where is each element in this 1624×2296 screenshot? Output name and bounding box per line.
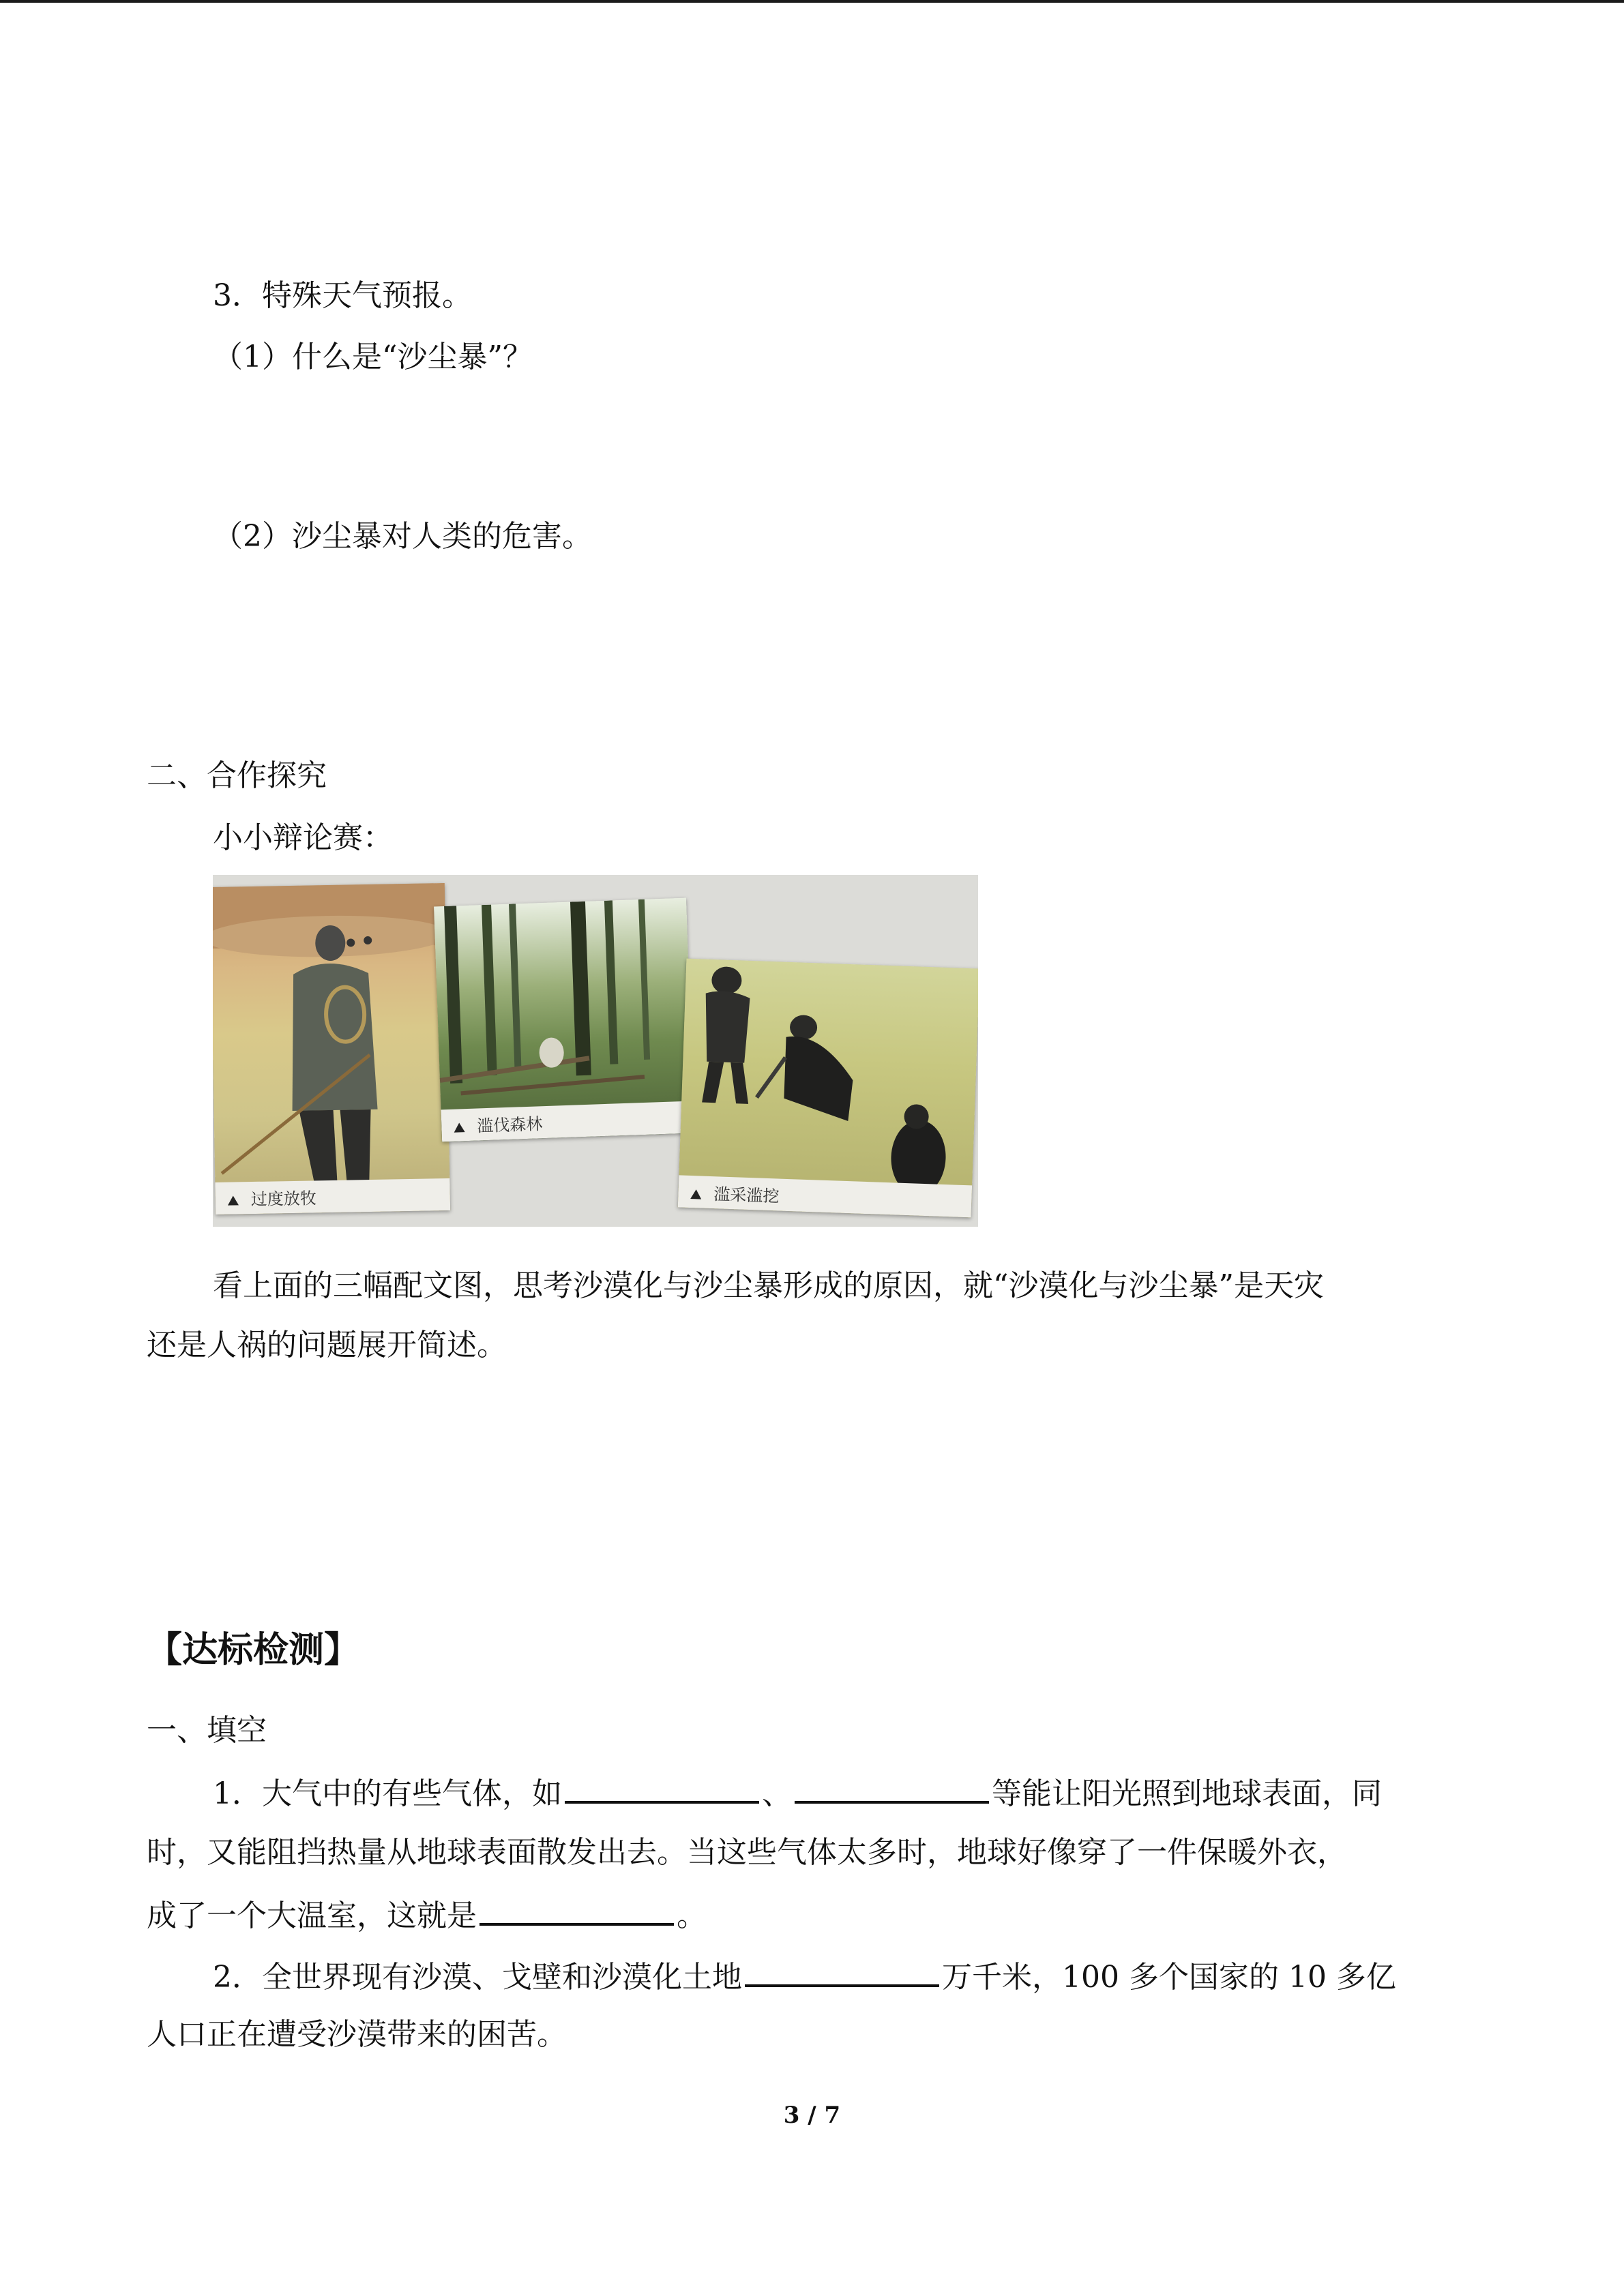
question-2: （2）沙尘暴对人类的危害。 xyxy=(213,519,592,554)
q2-text-a: 2．全世界现有沙漠、戈壁和沙漠化土地 xyxy=(213,1960,742,1995)
answer-blank-1[interactable] xyxy=(565,1771,759,1804)
answer-blank-4[interactable] xyxy=(745,1954,939,1987)
overdigging-photo xyxy=(678,959,978,1218)
q1-text-c: 成了一个大温室，这就是 xyxy=(147,1898,477,1933)
section-2-title: 二、合作探究 xyxy=(147,758,327,793)
overgrazing-photo xyxy=(213,883,450,1214)
page-number: 3 / 7 xyxy=(783,2102,841,2129)
q1-text-b: 等能让阳光照到地球表面，同 xyxy=(992,1776,1382,1811)
prompt-line-2: 还是人祸的问题展开简述。 xyxy=(147,1328,507,1362)
triangle-marker-icon xyxy=(690,1189,701,1199)
top-border-rule xyxy=(0,0,1624,3)
caption-deforestation: 滥伐森林 xyxy=(441,1101,694,1142)
answer-blank-3[interactable] xyxy=(479,1893,674,1926)
deforestation-photo xyxy=(434,898,694,1142)
fill-question-1-line-1 xyxy=(213,1771,1382,1815)
fill-question-2-line-1 xyxy=(213,1954,1396,1998)
debate-subtitle: 小小辩论赛： xyxy=(213,820,393,855)
check-heading: 【达标检测】 xyxy=(147,1630,360,1671)
photo-collage xyxy=(213,875,978,1227)
answer-blank-2[interactable] xyxy=(795,1771,989,1804)
q2-text-b: 万千米，100 多个国家的 10 多亿 xyxy=(942,1960,1396,1995)
item-3-title: 3．特殊天气预报。 xyxy=(213,278,472,313)
q1-separator: 、 xyxy=(762,1776,792,1811)
fill-blank-title: 一、填空 xyxy=(147,1713,267,1748)
fill-question-2-line-2: 人口正在遭受沙漠带来的困苦。 xyxy=(147,2017,567,2052)
triangle-marker-icon xyxy=(228,1195,239,1205)
q1-end-mark: 。 xyxy=(677,1898,707,1933)
prompt-line-1: 看上面的三幅配文图，思考沙漠化与沙尘暴形成的原因，就“沙漠化与沙尘暴”是天灾 xyxy=(213,1268,1324,1303)
fill-question-1-line-2: 时，又能阻挡热量从地球表面散发出去。当这些气体太多时，地球好像穿了一件保暖外衣， xyxy=(147,1835,1347,1870)
caption-overdigging: 滥采滥挖 xyxy=(678,1175,972,1217)
fill-question-1-line-3 xyxy=(147,1893,707,1937)
triangle-marker-icon xyxy=(454,1122,464,1133)
question-1: （1）什么是“沙尘暴”？ xyxy=(213,340,533,374)
caption-overgrazing: 过度放牧 xyxy=(215,1178,450,1214)
q1-text-a: 1．大气中的有些气体，如 xyxy=(213,1776,562,1811)
